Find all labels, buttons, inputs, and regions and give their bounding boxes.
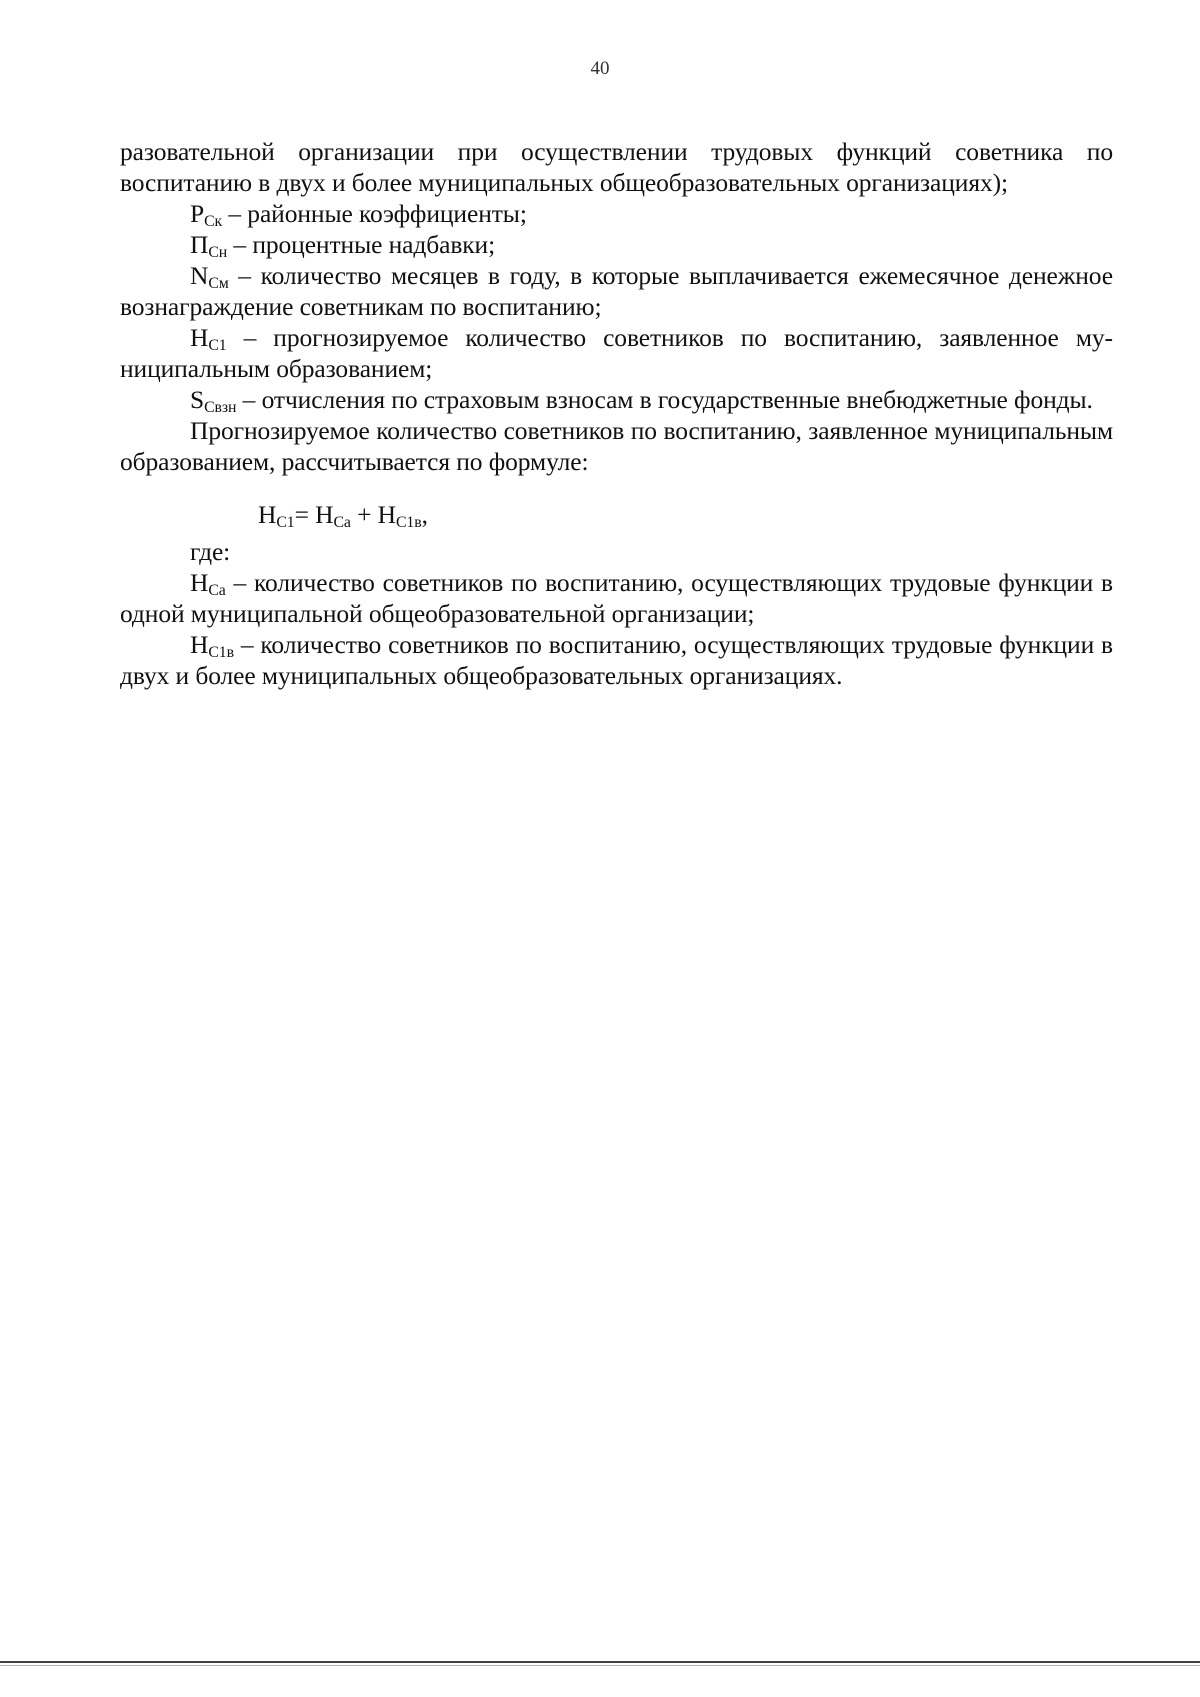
symbol-subscript: С1в [208,644,234,662]
paragraph-continuation: разовательной организации при осуществлении трудовых функций советника по воспитанию в двух и более муниципальных общеобразовательных организациях); [120,137,1113,197]
definition-text: – количество советников по воспитанию, осуществляющих трудовые функции в двух и более муниципальных общеобразовательных организациях. [120,630,1113,690]
symbol-subscript: С1 [208,337,227,355]
symbol: S [190,385,205,414]
paragraph-text: – процентные надбавки; [227,230,496,259]
formula-plus: + [350,500,378,529]
paragraph-percentage-allowances [120,229,1113,260]
symbol: N [190,261,209,290]
formula-lhs-subscript: С1 [276,514,295,532]
symbol: Н [190,568,209,597]
definition-single-org [120,567,1113,629]
scan-edge-line [0,1661,1200,1663]
symbol: Н [190,323,209,352]
paragraph-text: – прогнозируемое количество советников по воспитанию, заявленное муниципальным образованием; [120,323,1113,383]
symbol-subscript: Са [208,582,226,600]
symbol: Р [190,199,205,228]
symbol-subscript: Ск [204,213,223,231]
symbol: Н [190,630,209,659]
paragraph-text: – районные коэффициенты; [222,199,527,228]
paragraph-insurance-contributions [120,384,1113,415]
definition-text: – количество советников по воспитанию, осуществляющих трудовые функции в одной муниципальной общеобразовательной организации; [120,568,1113,628]
formula-term-2-subscript: С1в [396,514,422,532]
symbol-subscript: См [208,275,229,293]
document-body [120,136,1113,691]
formula-lhs: Н [258,500,277,529]
page-number: 40 [590,58,610,79]
formula [120,499,1113,530]
symbol-subscript: Свзн [204,399,237,417]
where-label: где: [190,537,231,566]
formula-term-1: Н [315,500,334,529]
paragraph-advisors-count [120,322,1113,384]
paragraph-text: – количество месяцев в году, в которые выплачивается ежемесячное денежное вознаграждение советникам по воспитанию; [120,261,1113,321]
formula-term-2: Н [377,500,396,529]
formula-equals: = [294,500,316,529]
paragraph-formula-intro: Прогнозируемое количество советников по воспитанию, заявленное муниципальным образованием, рассчитывается по формуле: [120,416,1113,476]
paragraph-months-count [120,260,1113,322]
scan-edge-line-faint [0,1665,1200,1666]
paragraph-text: – отчисления по страховым взносам в государственные внебюджетные фонды. [236,385,1093,414]
formula-term-1-subscript: Са [333,514,351,532]
symbol-subscript: Сн [208,244,228,262]
formula-tail: , [421,500,428,529]
definition-multiple-orgs [120,629,1113,691]
symbol: П [190,230,209,259]
paragraph-district-coefficients [120,198,1113,229]
